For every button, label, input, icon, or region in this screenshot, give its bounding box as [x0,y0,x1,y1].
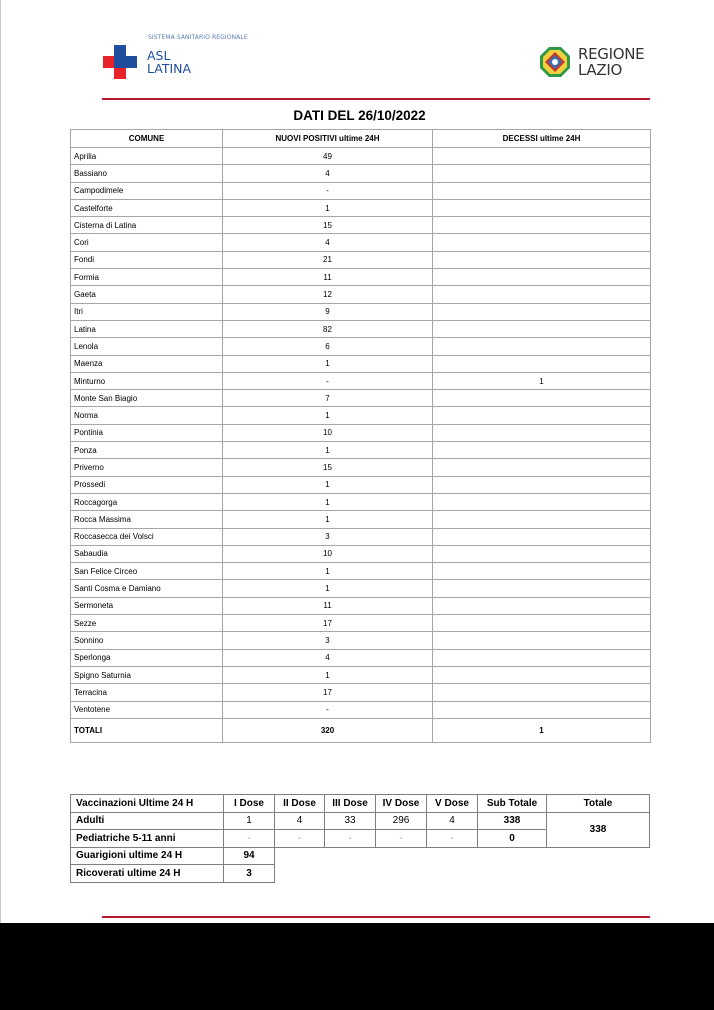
comune-cell: Minturno [71,372,223,389]
table-row [71,545,651,562]
decessi-cell [433,338,651,355]
positivi-cell: 4 [223,649,433,666]
comune-cell: Ponza [71,442,223,459]
asl-logo-name [147,49,191,75]
decessi-cell [433,459,651,476]
table-row [71,597,651,614]
positivi-cell: 1 [223,355,433,372]
comune-cell: Itri [71,303,223,320]
positivi-cell: 1 [223,666,433,683]
decessi-cell [433,217,651,234]
vax-cell: 296 [376,812,427,830]
table-row [71,511,651,528]
comune-cell: Sonnino [71,632,223,649]
positivi-cell: - [223,372,433,389]
decessi-cell [433,666,651,683]
vax-header-iii-dose: III Dose [325,795,376,813]
table-row [71,615,651,632]
lazio-logo-name [578,46,644,78]
decessi-cell [433,493,651,510]
comune-cell: Fondi [71,251,223,268]
comune-cell: Santi Cosma e Damiano [71,580,223,597]
positivi-cell: 10 [223,424,433,441]
decessi-cell [433,182,651,199]
lazio-emblem-icon [539,46,571,78]
vax-cell: - [275,830,325,848]
positivi-cell: 17 [223,684,433,701]
totals-decessi: 1 [433,718,651,742]
table-header-row [71,130,651,148]
table-row [71,372,651,389]
vax-cell: 4 [427,812,478,830]
vax-header-totale: Totale [547,795,650,813]
decessi-cell [433,251,651,268]
comune-cell: Campodimele [71,182,223,199]
comune-cell: San Felice Circeo [71,563,223,580]
positivi-cell: 11 [223,597,433,614]
header-comune: COMUNE [71,130,223,148]
decessi-cell [433,390,651,407]
vax-totale: 338 [547,812,650,847]
comune-cell: Sermoneta [71,597,223,614]
totals-label: TOTALI [71,718,223,742]
positivi-cell: 6 [223,338,433,355]
header-nuovi-positivi: NUOVI POSITIVI ultime 24H [223,130,433,148]
vax-cell: - [427,830,478,848]
table-row [71,442,651,459]
regione-lazio-logo [539,44,654,82]
vax-row-label: Pediatriche 5-11 anni [71,830,224,848]
table-row [71,251,651,268]
table-row [71,632,651,649]
positivi-cell: 1 [223,407,433,424]
comune-cell: Spigno Saturnia [71,666,223,683]
positivi-cell: 1 [223,493,433,510]
decessi-cell [433,684,651,701]
decessi-cell [433,580,651,597]
vax-header-iv-dose: IV Dose [376,795,427,813]
positivi-decessi-table [70,129,651,743]
decessi-cell [433,355,651,372]
decessi-cell [433,320,651,337]
comune-cell: Norma [71,407,223,424]
positivi-cell: 1 [223,580,433,597]
positivi-cell: 1 [223,199,433,216]
table-row [71,424,651,441]
vax-row-label: Adulti [71,812,224,830]
decessi-cell [433,407,651,424]
comune-cell: Monte San Biagio [71,390,223,407]
comune-cell: Aprilia [71,148,223,165]
ricoverati-label: Ricoverati ultime 24 H [71,865,224,883]
vax-header-i-dose: I Dose [224,795,275,813]
table-row [71,476,651,493]
comune-cell: Terracina [71,684,223,701]
comune-cell: Cori [71,234,223,251]
asl-logo-name-line1: ASL [147,48,171,63]
positivi-cell: 7 [223,390,433,407]
vax-header-v-dose: V Dose [427,795,478,813]
decessi-cell [433,632,651,649]
decessi-cell [433,701,651,718]
black-band [0,923,714,1010]
decessi-cell [433,511,651,528]
positivi-cell: - [223,701,433,718]
table-row [71,563,651,580]
positivi-cell: 15 [223,459,433,476]
positivi-cell: 1 [223,511,433,528]
totals-positivi: 320 [223,718,433,742]
comune-cell: Maenza [71,355,223,372]
header-decessi: DECESSI ultime 24H [433,130,651,148]
comune-cell: Prossedi [71,476,223,493]
decessi-cell [433,615,651,632]
table-row [71,580,651,597]
vaccinazioni-table [70,794,650,883]
decessi-cell [433,597,651,614]
positivi-cell: 17 [223,615,433,632]
vax-header-ii-dose: II Dose [275,795,325,813]
vax-cell: 1 [224,812,275,830]
vax-cell: - [325,830,376,848]
comune-cell: Formia [71,269,223,286]
table-row [71,269,651,286]
decessi-cell [433,545,651,562]
decessi-cell [433,269,651,286]
positivi-cell: 49 [223,148,433,165]
positivi-cell: 21 [223,251,433,268]
vax-header-subtotale: Sub Totale [478,795,547,813]
totals-row [71,718,651,742]
vax-cell: - [224,830,275,848]
comune-cell: Latina [71,320,223,337]
positivi-cell: 3 [223,528,433,545]
comune-cell: Priverno [71,459,223,476]
table-row [71,217,651,234]
positivi-cell: 4 [223,165,433,182]
comune-cell: Pontinia [71,424,223,441]
decessi-cell [433,234,651,251]
decessi-cell [433,442,651,459]
decessi-cell [433,303,651,320]
table-row [71,338,651,355]
comune-cell: Rocca Massima [71,511,223,528]
comune-cell: Bassiano [71,165,223,182]
decessi-cell [433,563,651,580]
page-title: DATI DEL 26/10/2022 [293,108,426,123]
decessi-cell [433,165,651,182]
vax-subtotal: 0 [478,830,547,848]
table-row [71,390,651,407]
positivi-cell: 3 [223,632,433,649]
vax-row-adulti [71,812,650,830]
decessi-cell [433,649,651,666]
header-divider [102,98,650,100]
comune-cell: Roccagorga [71,493,223,510]
asl-logo-name-line2: LATINA [147,61,192,76]
table-row [71,303,651,320]
decessi-cell [433,528,651,545]
decessi-cell: 1 [433,372,651,389]
vax-header-label: Vaccinazioni Ultime 24 H [71,795,224,813]
comune-cell: Cisterna di Latina [71,217,223,234]
table-row [71,320,651,337]
table-row [71,286,651,303]
vax-header-row [71,795,650,813]
comune-cell: Ventotene [71,701,223,718]
comune-cell: Sperlonga [71,649,223,666]
positivi-cell: 1 [223,442,433,459]
comune-cell: Roccasecca dei Volsci [71,528,223,545]
guarigioni-row [71,847,650,865]
comune-cell: Gaeta [71,286,223,303]
footer-divider [102,916,650,918]
table-row [71,684,651,701]
decessi-cell [433,424,651,441]
red-blue-cross-icon [103,45,137,79]
lazio-logo-name-line2: LAZIO [578,61,622,79]
table-row [71,528,651,545]
table-row [71,407,651,424]
table-row [71,234,651,251]
table-row [71,666,651,683]
ricoverati-row [71,865,650,883]
positivi-cell: 10 [223,545,433,562]
table-body [71,148,651,719]
table-row [71,355,651,372]
positivi-cell: 1 [223,476,433,493]
lazio-logo-name-line1: REGIONE [578,45,645,63]
positivi-cell: 12 [223,286,433,303]
asl-logo-subtitle: SISTEMA SANITARIO REGIONALE [148,34,248,41]
decessi-cell [433,476,651,493]
positivi-cell: 82 [223,320,433,337]
table-row [71,199,651,216]
ricoverati-value: 3 [224,865,275,883]
vax-cell: 33 [325,812,376,830]
decessi-cell [433,199,651,216]
positivi-cell: 11 [223,269,433,286]
comune-cell: Castelforte [71,199,223,216]
decessi-cell [433,148,651,165]
table-row [71,182,651,199]
comune-cell: Lenola [71,338,223,355]
positivi-cell: 15 [223,217,433,234]
table-row [71,701,651,718]
positivi-cell: - [223,182,433,199]
positivi-cell: 9 [223,303,433,320]
decessi-cell [433,286,651,303]
vax-subtotal: 338 [478,812,547,830]
comune-cell: Sabaudia [71,545,223,562]
comune-cell: Sezze [71,615,223,632]
asl-latina-logo [103,34,263,84]
table-row [71,165,651,182]
table-row [71,148,651,165]
guarigioni-label: Guarigioni ultime 24 H [71,847,224,865]
table-row [71,493,651,510]
positivi-cell: 4 [223,234,433,251]
table-row [71,649,651,666]
vax-cell: - [376,830,427,848]
guarigioni-value: 94 [224,847,275,865]
vax-cell: 4 [275,812,325,830]
table-row [71,459,651,476]
positivi-cell: 1 [223,563,433,580]
